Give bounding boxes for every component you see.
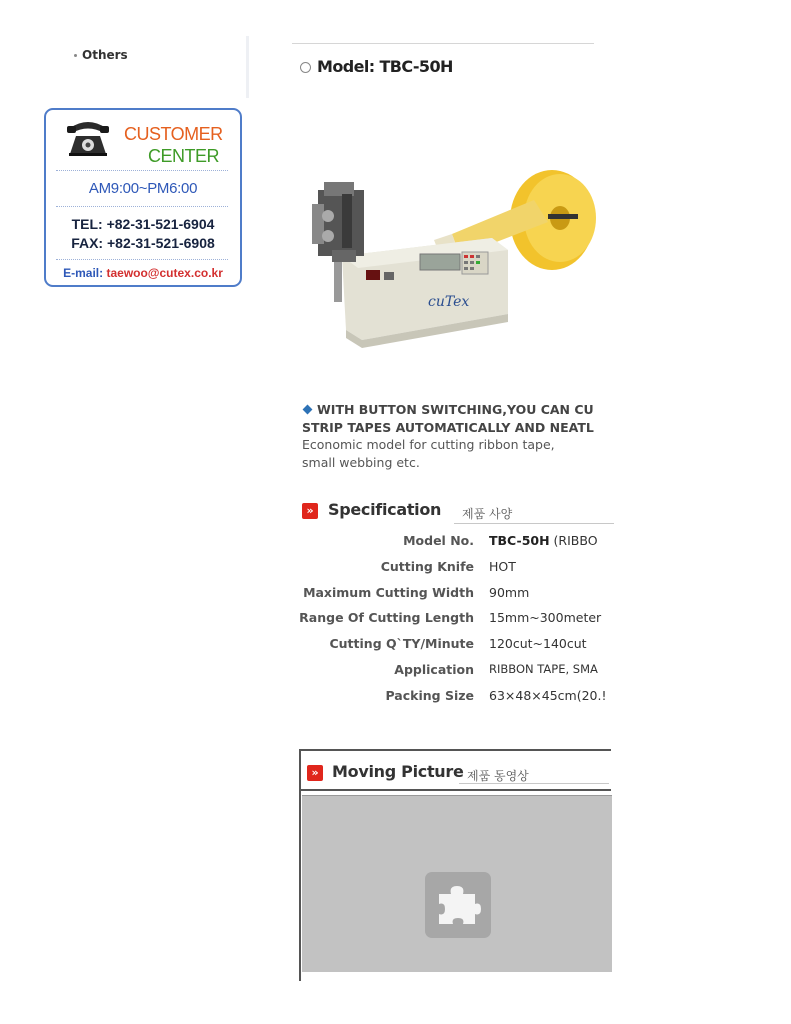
- spec-value-rest: (RIBBO: [549, 533, 598, 548]
- telephone-number: TEL: +82-31-521-6904: [71, 216, 215, 232]
- divider: [56, 206, 228, 207]
- puzzle-piece-icon: [425, 872, 491, 938]
- spec-value: [489, 533, 598, 548]
- spec-label: Packing Size: [385, 687, 474, 703]
- sidebar-divider: [246, 36, 249, 98]
- video-player-placeholder[interactable]: [302, 795, 612, 972]
- product-headline: [302, 401, 612, 437]
- customer-center-title-line1: CUSTOMER: [124, 124, 223, 144]
- section-subtitle: 제품 동영상: [467, 769, 529, 783]
- table-row: [292, 533, 612, 559]
- sidebar-item-others[interactable]: [74, 48, 128, 62]
- divider: [454, 523, 614, 524]
- fax-number: FAX: +82-31-521-6908: [71, 235, 215, 251]
- table-row: [292, 585, 612, 611]
- double-chevron-icon: »: [302, 503, 318, 519]
- spec-value: RIBBON TAPE, SMA: [489, 661, 598, 676]
- page-title: [300, 57, 453, 76]
- email-label: E-mail:: [63, 266, 104, 280]
- spec-label: Cutting Knife: [380, 558, 474, 574]
- top-divider: [292, 43, 594, 44]
- spec-value: 90mm: [489, 584, 530, 600]
- table-row: [292, 610, 612, 636]
- spec-value: 15mm~300meter: [489, 610, 602, 626]
- table-row: [292, 688, 612, 714]
- product-description: Economic model for cutting ribbon tape, small webbing etc.: [302, 437, 555, 470]
- spec-label: Model No.: [403, 533, 474, 548]
- bullet-icon: [74, 54, 77, 57]
- spec-value: HOT: [489, 558, 516, 574]
- product-image: [302, 164, 598, 346]
- specification-table: [292, 533, 612, 714]
- spec-value: 63×48×45cm(20.!: [489, 687, 607, 703]
- email-link[interactable]: taewoo@cutex.co.kr: [106, 266, 223, 280]
- section-subtitle: 제품 사양: [462, 507, 513, 521]
- sidebar-item-label: Others: [82, 48, 128, 62]
- spec-label: Cutting Q`TY/Minute: [329, 636, 474, 652]
- spec-label: Application: [394, 661, 474, 677]
- divider: [56, 170, 228, 171]
- spec-label: Range Of Cutting Length: [299, 610, 474, 626]
- moving-picture-section: [299, 749, 611, 981]
- diamond-bullet-icon: [303, 405, 313, 415]
- customer-center-title-line2: CENTER: [148, 146, 220, 166]
- table-row: [292, 559, 612, 585]
- headline-line2: STRIP TAPES AUTOMATICALLY AND NEATL: [302, 420, 594, 435]
- section-title: Specification: [328, 500, 442, 519]
- main-content: [292, 0, 607, 1024]
- table-row: [292, 636, 612, 662]
- double-chevron-icon: »: [307, 765, 323, 781]
- spec-label: Maximum Cutting Width: [303, 584, 474, 600]
- email-line: [46, 266, 240, 280]
- spec-value-bold: TBC-50H: [489, 533, 550, 548]
- brand-logo: cuTex: [428, 294, 470, 310]
- headline-line1: WITH BUTTON SWITCHING,YOU CAN CU: [317, 402, 594, 417]
- moving-picture-header: [301, 751, 611, 791]
- specification-header: [302, 499, 612, 527]
- spec-value: 120cut~140cut: [489, 636, 587, 652]
- table-row: [292, 662, 612, 688]
- divider: [56, 259, 228, 260]
- telephone-icon: [64, 118, 112, 158]
- model-title-text: Model: TBC-50H: [317, 57, 453, 76]
- business-hours: AM9:00~PM6:00: [88, 180, 198, 197]
- puzzle-piece-icon[interactable]: [425, 872, 491, 938]
- divider: [459, 783, 609, 784]
- section-title: Moving Picture: [332, 762, 464, 781]
- customer-center-banner: [44, 108, 242, 287]
- circle-bullet-icon: [300, 62, 311, 73]
